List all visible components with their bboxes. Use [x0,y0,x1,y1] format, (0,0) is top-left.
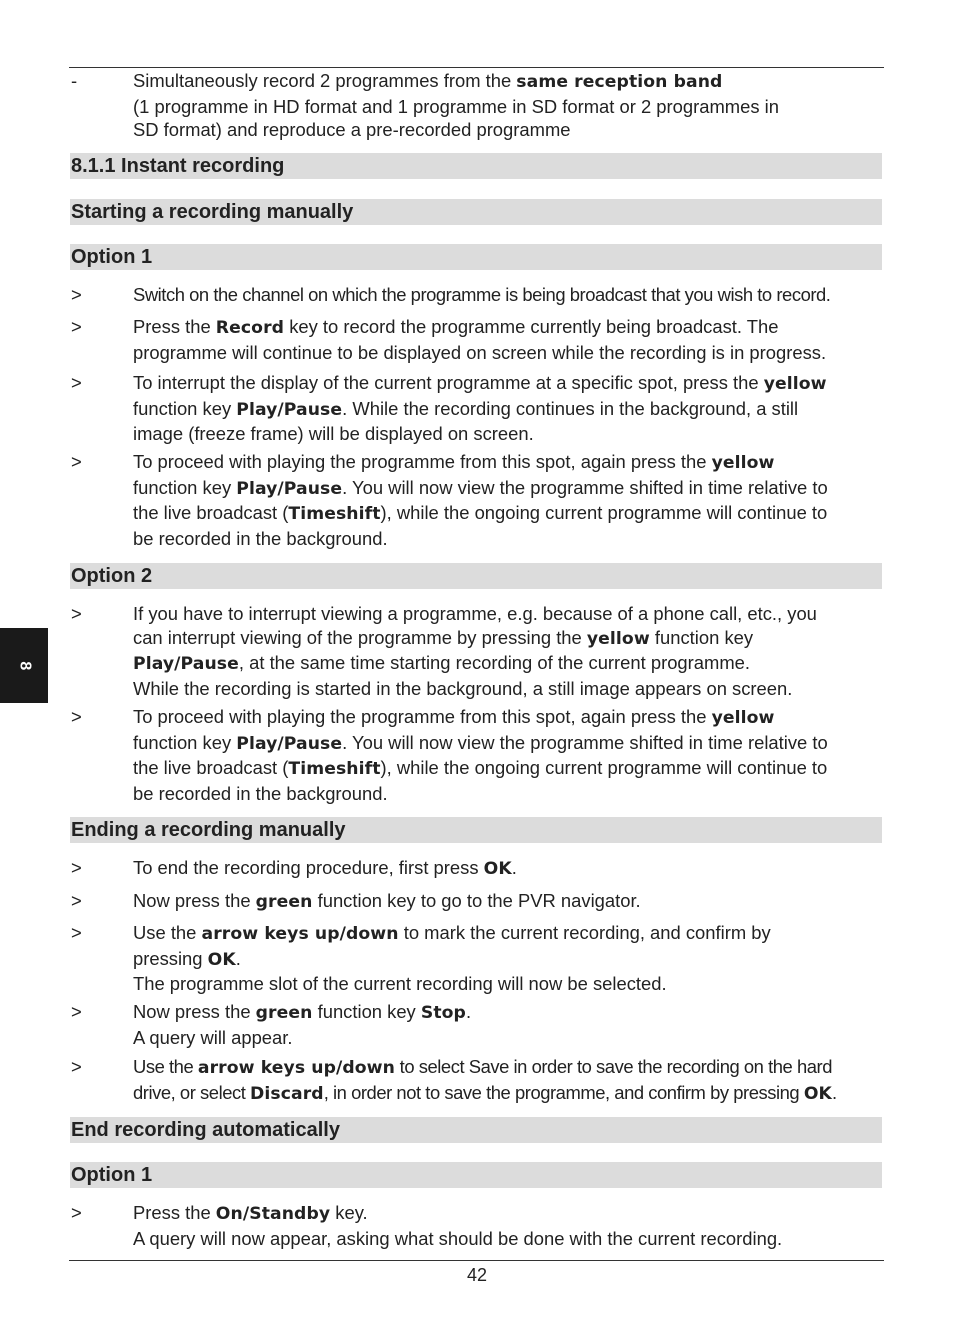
text-run: . While the recording continues in the background, a still [342,397,799,419]
section-heading: 8.1.1 Instant recording [70,153,882,179]
text-run: A query will appear. [133,1026,293,1048]
list-marker: > [71,706,82,727]
top-rule [69,67,884,68]
key-term: yellow [711,453,775,473]
key-term: Timeshift [288,759,381,780]
list-item-text [133,1000,945,1049]
page-number: 42 [466,1265,488,1285]
text-run: , in order not to save the programme, and confirm by pressing [323,1081,804,1103]
section-heading: Option 1 [70,244,882,270]
text-run: , at the same time starting recording of the current programme. [238,652,750,674]
text-run: programme will continue to be displayed on screen while the recording is in progress. [133,341,827,363]
text-run: image (freeze frame) will be displayed on screen. [133,423,534,445]
text-run: While the recording is started in the background, a still image appears on screen. [133,677,793,699]
text-run: If you have to interrupt viewing a programme, e.g. because of a phone call, etc., you [133,603,817,624]
key-term: Play/Pause [236,478,343,499]
section-heading: Option 1 [70,1162,882,1188]
text-run: can interrupt viewing of the programme by pressing the [133,626,587,648]
text-run: . [831,1081,837,1103]
key-term: green [255,892,313,912]
text-run: To proceed with playing the programme from this spot, again press the [133,451,712,472]
text-run: function key [649,626,754,648]
key-term: Play/Pause [236,399,343,420]
text-run: to select Save in order to save the recording on the hard [395,1056,833,1077]
key-term: green [255,1003,313,1023]
list-item-text [133,705,945,805]
list-item [71,315,945,364]
text-run: the live broadcast ( [133,502,289,524]
list-marker: > [71,451,82,472]
list-item [71,371,945,446]
text-run: be recorded in the background. [133,527,388,549]
text-run: . [465,1001,472,1022]
list-marker: > [71,1056,82,1077]
chapter-tab-label: 8 [15,661,33,670]
text-run: ), while the ongoing current programme will continue to [380,502,828,524]
text-run: . [235,947,241,969]
text-run: Use the [133,1056,198,1077]
text-run: function key [133,731,237,753]
text-run: To end the recording procedure, first press [133,857,484,878]
key-term: On/Standby [215,1204,331,1224]
list-item [71,69,945,142]
key-term: arrow keys up/down [201,924,399,944]
bottom-rule [69,1260,884,1261]
list-marker: - [71,70,78,91]
key-term: Play/Pause [133,654,239,675]
list-item [71,889,945,915]
list-marker: > [71,316,82,337]
key-term: OK [803,1083,832,1104]
list-item-text [133,889,945,915]
list-item-text [133,856,945,882]
list-marker: > [71,1202,82,1223]
list-item-text [133,450,945,550]
list-marker: > [71,922,82,943]
list-item [71,856,945,882]
list-item [71,921,945,996]
list-marker: > [71,603,82,624]
text-run: Press the [133,1202,216,1223]
key-term: Discard [250,1083,324,1104]
text-run: The programme slot of the current recording will now be selected. [133,973,667,995]
key-term: yellow [763,374,827,394]
key-term: OK [483,859,512,879]
text-run: . You will now view the programme shifted in time relative to [342,731,828,753]
section-heading: End recording automatically [70,1117,882,1143]
text-run: key. [330,1202,368,1223]
text-run: To proceed with playing the programme from this spot, again press the [133,706,712,727]
text-run: Simultaneously record 2 programmes from the [133,70,517,91]
text-run: Switch on the channel on which the programme is being broadcast that you wish to record. [133,284,831,305]
text-run: function key [133,397,237,419]
text-run: Press the [133,316,216,337]
text-run: Now press the [133,890,256,911]
list-item-text [133,1201,945,1250]
list-marker: > [71,857,82,878]
list-marker: > [71,284,82,305]
list-marker: > [71,372,82,393]
key-term: yellow [711,708,775,728]
list-item-text [133,1055,945,1106]
text-run: . You will now view the programme shifted in time relative to [342,476,828,498]
text-run: drive, or select [133,1081,251,1103]
key-term: Record [215,318,285,338]
text-run: SD format) and reproduce a pre-recorded programme [133,119,571,141]
text-run: Now press the [133,1001,256,1022]
text-run: (1 programme in HD format and 1 programme in SD format or 2 programmes in [133,95,779,117]
list-item [71,602,945,700]
key-term: Timeshift [288,504,381,525]
list-item-text [133,602,945,700]
key-term: OK [207,949,236,970]
list-item-text [133,69,945,142]
text-run: function key [312,1001,421,1022]
section-heading: Starting a recording manually [70,199,882,225]
text-run: A query will now appear, asking what should be done with the current recording. [133,1227,783,1249]
text-run: the live broadcast ( [133,757,289,779]
text-run: pressing [133,947,208,969]
key-term: arrow keys up/down [197,1058,395,1078]
list-item [71,283,945,307]
chapter-tab [0,628,48,703]
text-run: key to record the programme currently being broadcast. The [284,316,779,337]
list-item-text [133,315,945,364]
key-term: yellow [586,628,650,649]
text-run: be recorded in the background. [133,782,388,804]
text-run: to mark the current recording, and confirm by [398,922,771,943]
text-run: To interrupt the display of the current programme at a specific spot, press the [133,372,764,393]
text-run: Use the [133,922,202,943]
list-item [71,1201,945,1250]
key-term: Stop [420,1003,466,1023]
list-item-text [133,283,945,307]
list-marker: > [71,1001,82,1022]
key-term: same reception band [516,72,723,92]
list-item [71,705,945,805]
list-item [71,1000,945,1049]
list-item-text [133,371,945,446]
section-heading: Ending a recording manually [70,817,882,843]
text-run: ), while the ongoing current programme will continue to [380,757,828,779]
text-run: . [511,857,517,878]
text-run: function key to go to the PVR navigator. [312,890,641,911]
list-item-text [133,921,945,996]
list-marker: > [71,890,82,911]
list-item [71,1055,945,1106]
text-run: function key [133,476,237,498]
section-heading: Option 2 [70,563,882,589]
list-item [71,450,945,550]
key-term: Play/Pause [236,733,343,754]
